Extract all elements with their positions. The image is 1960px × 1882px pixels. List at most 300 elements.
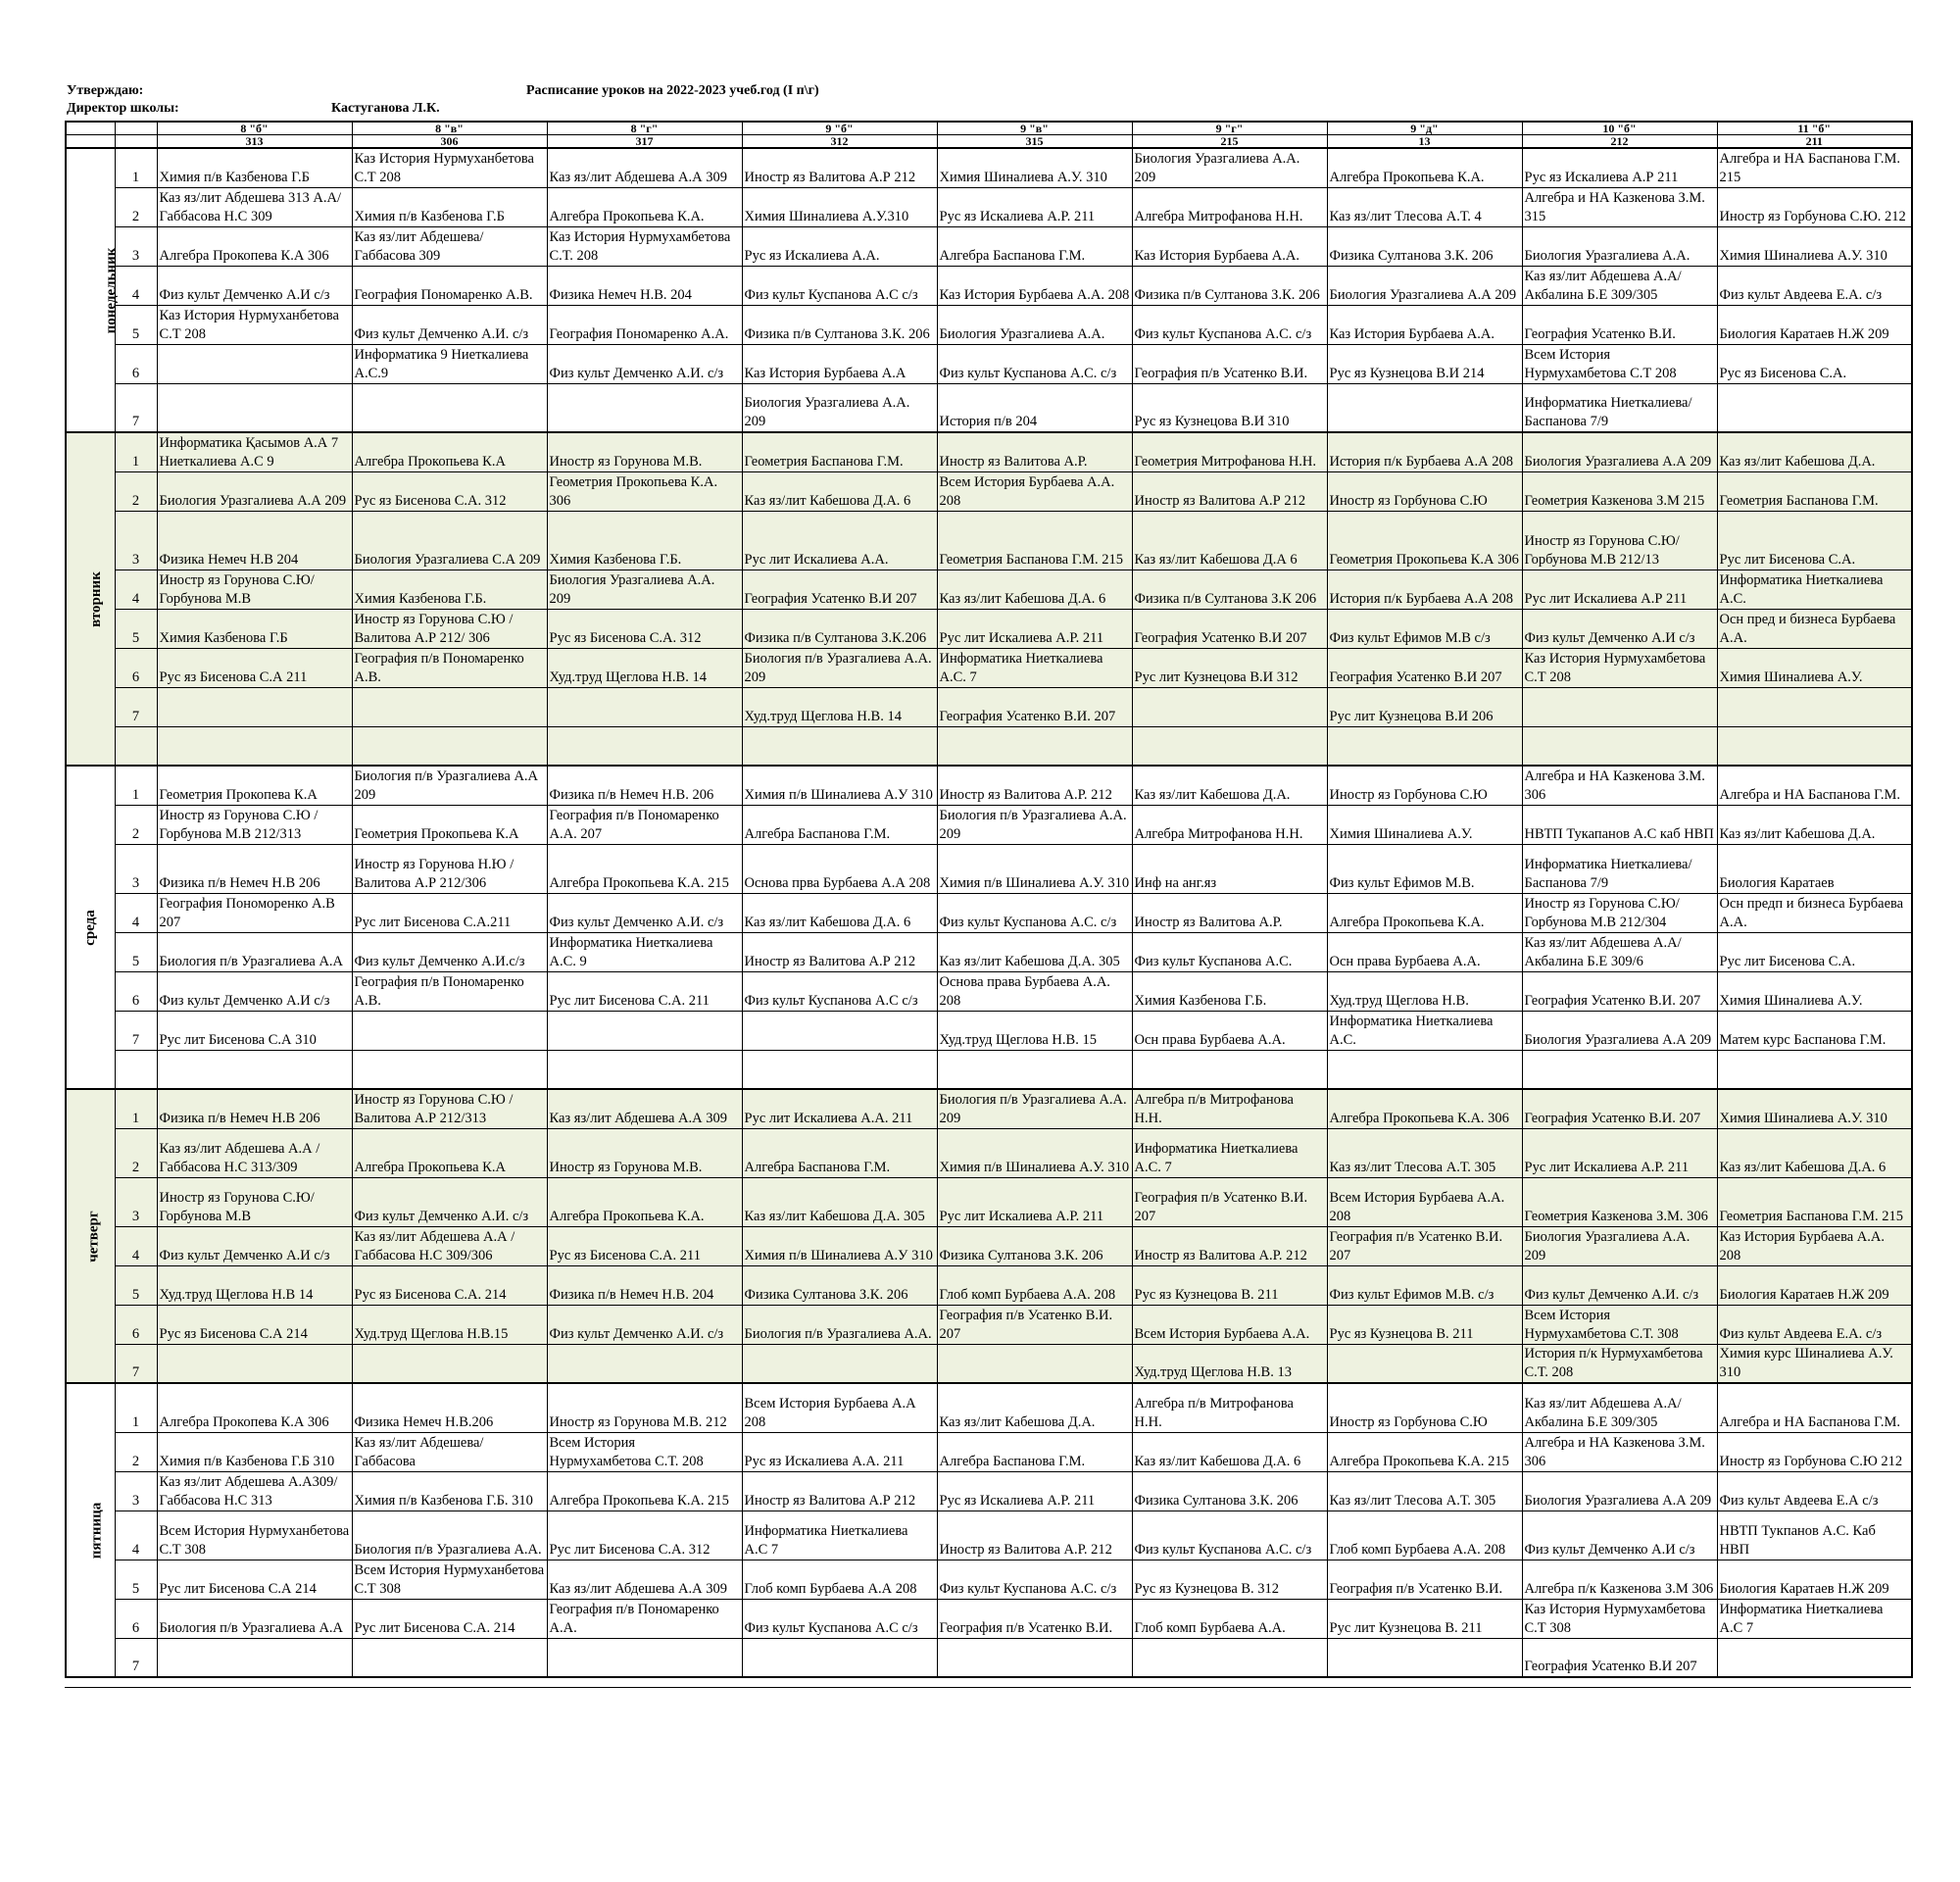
lesson-cell [157, 1638, 352, 1677]
lesson-cell: Геометрия Казкенова З.М 215 [1522, 471, 1717, 511]
day-name: вторник [87, 570, 104, 627]
lesson-number: 3 [115, 226, 157, 266]
lesson-row [66, 432, 1912, 471]
lesson-cell [547, 1011, 742, 1050]
lesson-cell [1522, 1050, 1717, 1089]
lesson-cell: Биология Уразгалиева А.А 209 [157, 471, 352, 511]
lesson-cell: Иностр яз Горунова М.В. [547, 432, 742, 471]
lesson-cell: Химия курс Шиналиева А.У. 310 [1717, 1344, 1912, 1383]
lesson-number: 5 [115, 609, 157, 648]
lesson-cell: Каз яз/лит Тлесова А.Т. 305 [1327, 1128, 1522, 1177]
lesson-cell: Иностр яз Горунова С.Ю /Валитова А.Р 212/313 [352, 1089, 547, 1128]
lesson-number: 2 [115, 187, 157, 226]
lesson-cell: Каз яз/лит Абдешева А.А /Габбасова Н.С 309/306 [352, 1226, 547, 1265]
lesson-cell: География Пономоренко А.В 207 [157, 893, 352, 932]
lesson-row [66, 1226, 1912, 1265]
lesson-cell: Геометрия Прокопева К.А [157, 766, 352, 805]
lesson-cell: Худ.труд Щеглова Н.В. 14 [742, 687, 937, 726]
lesson-row [66, 1383, 1912, 1432]
lesson-cell: Биология п/в Уразгалиева А.А. [352, 1511, 547, 1560]
lesson-cell: Каз яз/лит Абдешева А.А309/Габбасова Н.С 313 [157, 1471, 352, 1511]
lesson-cell: Алгебра Прокопьева К.А. 306 [1327, 1089, 1522, 1128]
lesson-number: 2 [115, 805, 157, 844]
lesson-cell: Алгебра и НА Баспанова Г.М. [1717, 1383, 1912, 1432]
lesson-cell [352, 383, 547, 432]
lesson-cell: Физика п/в Немеч Н.В. 204 [547, 1265, 742, 1305]
lesson-row [66, 187, 1912, 226]
lesson-cell: История п/к Нурмухамбетова С.Т. 208 [1522, 1344, 1717, 1383]
lesson-cell: География п/в Усатенко В.И. 207 [937, 1305, 1132, 1344]
lesson-cell: Физика п/в Немеч Н.В. 206 [547, 766, 742, 805]
lesson-cell: Химия Шиналиева А.У. 310 [1717, 226, 1912, 266]
lesson-cell: География п/в Усатенко В.И. [1327, 1560, 1522, 1599]
lesson-cell: Биология Каратаев Н.Ж 209 [1717, 305, 1912, 344]
lesson-cell [547, 1344, 742, 1383]
lesson-cell: Рус лит Бисенова С.А. 214 [352, 1599, 547, 1638]
lesson-cell [1717, 687, 1912, 726]
lesson-cell: Биология п/в Уразгалиева А.А 209 [352, 766, 547, 805]
lesson-cell: Иностр яз Горунова С.Ю/Горбунова М.В [157, 1177, 352, 1226]
lesson-cell: Алгебра Прокопева К.А 306 [157, 1383, 352, 1432]
lesson-cell: Алгебра Прокопьева К.А [352, 1128, 547, 1177]
lesson-cell: Иностр яз Валитова А.Р. 212 [937, 766, 1132, 805]
class-room: 215 [1132, 135, 1327, 149]
lesson-cell: Рус яз Бисенова С.А 214 [157, 1305, 352, 1344]
lesson-cell: География п/в Усатенко В.И. [937, 1599, 1132, 1638]
lesson-cell: Каз яз/лит Абдешева/Габбасова [352, 1432, 547, 1471]
day-label [66, 1383, 115, 1677]
lesson-cell: Рус яз Кузнецова В. 211 [1132, 1265, 1327, 1305]
lesson-cell: Физ культ Демченко А.И. с/з [547, 344, 742, 383]
lesson-cell: Алгебра и НА Казкенова З.М. 306 [1522, 1432, 1717, 1471]
lesson-cell: Химия п/в Шиналиева А.У. 310 [937, 844, 1132, 893]
lesson-cell [937, 1344, 1132, 1383]
lesson-cell: Физ культ Демченко А.И с/з [1522, 609, 1717, 648]
lesson-cell: Каз яз/лит Абдешева А.А/Акбалина Б.Е 309/6 [1522, 932, 1717, 971]
lesson-cell: Физ культ Демченко А.И. с/з [352, 305, 547, 344]
lesson-cell: Каз История Нурмуханбетова С.Т 208 [157, 305, 352, 344]
lesson-cell: Биология Уразгалиева А.А. 209 [742, 383, 937, 432]
lesson-cell: Физ культ Куспанова А.С. с/з [937, 344, 1132, 383]
lesson-row [66, 226, 1912, 266]
lesson-cell: География Усатенко В.И 207 [742, 570, 937, 609]
lesson-number: 3 [115, 511, 157, 570]
lesson-cell: Биология Уразгалиева А.А. [1522, 226, 1717, 266]
lesson-cell: Физика п/в Немеч Н.В 206 [157, 1089, 352, 1128]
header-spacer [66, 122, 115, 135]
lesson-cell [937, 1638, 1132, 1677]
lesson-cell: Биология Уразгалиева А.А. [937, 305, 1132, 344]
lesson-cell: Каз яз/лит Кабешова Д.А. [1717, 432, 1912, 471]
lesson-cell: Всем История Бурбаева А.А. 208 [1327, 1177, 1522, 1226]
class-room: 13 [1327, 135, 1522, 149]
lesson-cell: Глоб комп Бурбаева А.А. 208 [1327, 1511, 1522, 1560]
lesson-number: 6 [115, 1305, 157, 1344]
lesson-cell: Каз яз/лит Кабешова Д.А. 6 [937, 570, 1132, 609]
lesson-cell: Информатика Ниеткалиева А.С. [1327, 1011, 1522, 1050]
lesson-cell: Иностр яз Горунова М.В. 212 [547, 1383, 742, 1432]
lesson-cell: Биология Уразгалиева А.А 209 [1522, 432, 1717, 471]
lesson-cell: Алгебра Баспанова Г.М. [937, 1432, 1132, 1471]
lesson-cell: Рус лит Кузнецова В.И 312 [1132, 648, 1327, 687]
lesson-cell: Алгебра Прокопьева К.А. 215 [547, 844, 742, 893]
lesson-cell: Физ культ Авдеева Е.А с/з [1717, 1471, 1912, 1511]
lesson-cell: Рус яз Искалиева А.Р. 211 [937, 1471, 1132, 1511]
day-label [66, 766, 115, 1089]
lesson-cell: Рус лит Бисенова С.А. 312 [547, 1511, 742, 1560]
lesson-row [66, 148, 1912, 187]
lesson-row [66, 1050, 1912, 1089]
lesson-row [66, 511, 1912, 570]
lesson-cell: Всем История Нурмухамбетова С.Т 208 [1522, 344, 1717, 383]
lesson-cell: Алгебра Прокопьева К.А. 215 [547, 1471, 742, 1511]
lesson-cell: Иностр яз Валитова А.Р 212 [742, 148, 937, 187]
lesson-cell: Химия Казбенова Г.Б. [1132, 971, 1327, 1011]
lesson-cell [1522, 726, 1717, 766]
lesson-cell: Рус лит Искалиева А.Р. 211 [937, 609, 1132, 648]
lesson-row [66, 1305, 1912, 1344]
lesson-cell: География Пономаренко А.В. [352, 266, 547, 305]
lesson-cell: Алгебра Прокопьева К.А. [1327, 893, 1522, 932]
lesson-cell: География п/в Пономаренко А.А. 207 [547, 805, 742, 844]
lesson-cell: Иностр яз Валитова А.Р 212 [742, 932, 937, 971]
lesson-cell: Физ культ Авдеева Е.А. с/з [1717, 1305, 1912, 1344]
lesson-cell: Физ культ Демченко А.И. с/з [547, 1305, 742, 1344]
lesson-cell: Информатика Қасымов А.А 7 Ниеткалиева А.С 9 [157, 432, 352, 471]
lesson-cell: Худ.труд Щеглова Н.В. 13 [1132, 1344, 1327, 1383]
lesson-cell: Матем курс Баспанова Г.М. [1717, 1011, 1912, 1050]
lesson-cell: Биология Уразгалиева А.А. 209 [547, 570, 742, 609]
lesson-row [66, 1432, 1912, 1471]
lesson-row [66, 570, 1912, 609]
lesson-cell [937, 1050, 1132, 1089]
lesson-row [66, 844, 1912, 893]
lesson-cell: Алгебра Митрофанова Н.Н. [1132, 805, 1327, 844]
lesson-cell: Алгебра Баспанова Г.М. [742, 1128, 937, 1177]
lesson-cell: Физ культ Демченко А.И с/з [157, 1226, 352, 1265]
lesson-cell: Биология Уразгалиева С.А 209 [352, 511, 547, 570]
lesson-cell: Каз История Бурбаева А.А. 208 [1717, 1226, 1912, 1265]
lesson-cell [352, 1344, 547, 1383]
lesson-cell: Биология п/в Уразгалиева А.А. 209 [742, 648, 937, 687]
lesson-cell: Геометрия Баспанова Г.М. 215 [1717, 1177, 1912, 1226]
lesson-cell: Каз яз/лит Кабешова Д.А. 305 [937, 932, 1132, 971]
lesson-cell: Каз яз/лит Кабешова Д.А. 6 [1132, 1432, 1327, 1471]
lesson-row [66, 305, 1912, 344]
lesson-number: 6 [115, 971, 157, 1011]
lesson-number: 1 [115, 432, 157, 471]
lesson-cell: Информатика Ниеткалиева А.С. 7 [1132, 1128, 1327, 1177]
lesson-cell: Физ культ Куспанова А.С. с/з [937, 893, 1132, 932]
lesson-cell: Физика п/в Султанова З.К.206 [742, 609, 937, 648]
lesson-cell: Основа права Бурбаева А.А. 208 [937, 971, 1132, 1011]
lesson-cell: Каз яз/лит Кабешова Д.А. 305 [742, 1177, 937, 1226]
lesson-row [66, 932, 1912, 971]
lesson-cell [742, 726, 937, 766]
lesson-cell: Физ культ Авдеева Е.А. с/з [1717, 266, 1912, 305]
lesson-number: 7 [115, 1638, 157, 1677]
lesson-row [66, 1177, 1912, 1226]
lesson-cell: Алгебра и НА Баспанова Г.М. 215 [1717, 148, 1912, 187]
lesson-cell [352, 687, 547, 726]
lesson-cell: Геометрия Прокопьева К.А. 306 [547, 471, 742, 511]
lesson-cell: Биология Уразгалиева А.А. 209 [1522, 1226, 1717, 1265]
lesson-cell: Физ культ Демченко А.И с/з [157, 971, 352, 1011]
lesson-cell: Каз История Бурбаева А.А. [1327, 305, 1522, 344]
lesson-cell: Биология Уразгалиева А.А 209 [1522, 1471, 1717, 1511]
lesson-number: 2 [115, 1432, 157, 1471]
lesson-cell: Рус яз Бисенова С.А. 214 [352, 1265, 547, 1305]
lesson-cell: Химия Шиналиева А.У. [1717, 971, 1912, 1011]
lesson-cell: Химия Казбенова Г.Б [157, 609, 352, 648]
class-name: 9 "д" [1327, 122, 1522, 135]
lesson-cell: Физ культ Демченко А.И. с/з [547, 893, 742, 932]
lesson-cell: Биология Уразгалиева А.А 209 [1327, 266, 1522, 305]
lesson-cell [1132, 726, 1327, 766]
lesson-cell: Геометрия Баспанова Г.М. 215 [937, 511, 1132, 570]
lesson-cell: Иностр яз Горунова С.Ю/Горбунова М.В [157, 570, 352, 609]
lesson-cell: Физика п/в Султанова З.К. 206 [1132, 266, 1327, 305]
lesson-cell: НВТП Тукапанов А.С каб НВП [1522, 805, 1717, 844]
lesson-row [66, 1011, 1912, 1050]
lesson-cell: Иностр яз Горбунова С.Ю [1327, 471, 1522, 511]
lesson-cell: Иностр яз Горунова С.Ю /Валитова А.Р 212/ 306 [352, 609, 547, 648]
lesson-number: 6 [115, 1599, 157, 1638]
lesson-cell: Всем История Нурмуханбетова С.Т 308 [157, 1511, 352, 1560]
lesson-number: 5 [115, 1265, 157, 1305]
lesson-cell: Физ культ Демченко А.И с/з [157, 266, 352, 305]
lesson-cell: Биология Каратаев [1717, 844, 1912, 893]
lesson-cell: Иностр яз Горбунова С.Ю [1327, 1383, 1522, 1432]
lesson-cell: Физ культ Куспанова А.С. с/з [937, 1560, 1132, 1599]
day-name: среда [81, 909, 98, 946]
lesson-cell: Информатика Ниеткалиева А.С. 7 [937, 648, 1132, 687]
lesson-row [66, 1344, 1912, 1383]
class-name: 10 "б" [1522, 122, 1717, 135]
lesson-cell [157, 1050, 352, 1089]
lesson-row [66, 471, 1912, 511]
lesson-cell: География Усатенко В.И. [1522, 305, 1717, 344]
class-name: 8 "в" [352, 122, 547, 135]
lesson-cell: Рус лит Кузнецова В. 211 [1327, 1599, 1522, 1638]
lesson-number: 3 [115, 844, 157, 893]
lesson-cell: Худ.труд Щеглова Н.В. 14 [547, 648, 742, 687]
lesson-row [66, 805, 1912, 844]
day-label [66, 1089, 115, 1383]
lesson-cell: Худ.труд Щеглова Н.В.15 [352, 1305, 547, 1344]
lesson-cell: Алгебра п/в Митрофанова Н.Н. [1132, 1089, 1327, 1128]
lesson-cell: Биология п/в Уразгалиева А.А. 209 [937, 1089, 1132, 1128]
lesson-cell: История п/к Бурбаева А.А 208 [1327, 432, 1522, 471]
lesson-cell: Химия Шиналиева А.У. 310 [937, 148, 1132, 187]
lesson-cell: Геометрия Баспанова Г.М. [742, 432, 937, 471]
class-name: 11 "б" [1717, 122, 1912, 135]
lesson-cell: Химия Шиналиева А.У. [1717, 648, 1912, 687]
lesson-cell: Физика п/в Немеч Н.В 206 [157, 844, 352, 893]
lesson-number: 2 [115, 1128, 157, 1177]
lesson-row [66, 1599, 1912, 1638]
lesson-number: 4 [115, 266, 157, 305]
lesson-cell: Каз История Бурбаева А.А [742, 344, 937, 383]
lesson-cell: Каз яз/лит Тлесова А.Т. 305 [1327, 1471, 1522, 1511]
lesson-cell: Рус лит Бисенова С.А. [1717, 932, 1912, 971]
lesson-number: 5 [115, 932, 157, 971]
lesson-cell: Биология п/в Уразгалиева А.А [157, 1599, 352, 1638]
lesson-row [66, 1265, 1912, 1305]
lesson-cell: Информатика Ниеткалиева/Баспанова 7/9 [1522, 383, 1717, 432]
lesson-cell: Геометрия Прокопьева К.А 306 [1327, 511, 1522, 570]
lesson-cell: Каз яз/лит Абдешева А.А 309 [547, 1089, 742, 1128]
class-name: 9 "г" [1132, 122, 1327, 135]
lesson-cell: Химия Казбенова Г.Б. [547, 511, 742, 570]
header-spacer [66, 135, 115, 149]
lesson-cell: Алгебра Прокопьева К.А. [547, 1177, 742, 1226]
lesson-cell [742, 1344, 937, 1383]
lesson-cell: Геометрия Прокопьева К.А [352, 805, 547, 844]
lesson-cell: Всем История Нурмухамбетова С.Т. 208 [547, 1432, 742, 1471]
lesson-cell: Рус лит Бисенова С.А.211 [352, 893, 547, 932]
lesson-cell: Химия п/в Шиналиева А.У. 310 [937, 1128, 1132, 1177]
lesson-row [66, 1128, 1912, 1177]
class-name: 8 "б" [157, 122, 352, 135]
lesson-number: 5 [115, 1560, 157, 1599]
lesson-cell: Геометрия Казкенова З.М. 306 [1522, 1177, 1717, 1226]
class-room: 306 [352, 135, 547, 149]
lesson-number: 1 [115, 766, 157, 805]
lesson-cell [1522, 687, 1717, 726]
lesson-cell: Биология Уразгалиева А.А. 209 [1132, 148, 1327, 187]
lesson-cell: География Усатенко В.И. 207 [1522, 971, 1717, 1011]
lesson-cell: Алгебра Прокопьева К.А. [1327, 148, 1522, 187]
lesson-cell [157, 1344, 352, 1383]
lesson-cell: Каз История Нурмуханбетова С.Т 208 [352, 148, 547, 187]
lesson-cell: Биология Уразгалиева А.А 209 [1522, 1011, 1717, 1050]
lesson-cell: Иностр яз Горунова Н.Ю /Валитова А.Р 212/306 [352, 844, 547, 893]
lesson-cell: Глоб комп Бурбаева А.А. [1132, 1599, 1327, 1638]
lesson-cell: Физика Немеч Н.В 204 [157, 511, 352, 570]
lesson-cell: Инф на анг.яз [1132, 844, 1327, 893]
lesson-cell: Всем История Нурмуханбетова С.Т 308 [352, 1560, 547, 1599]
lesson-cell: Рус лит Бисенова С.А. [1717, 511, 1912, 570]
class-room: 313 [157, 135, 352, 149]
lesson-cell: Каз яз/лит Кабешова Д.А 6 [1132, 511, 1327, 570]
lesson-cell: Каз яз/лит Кабешова Д.А. 6 [1717, 1128, 1912, 1177]
lesson-cell: Рус яз Искалиева А.А. 211 [742, 1432, 937, 1471]
lesson-cell: Иностр яз Валитова А.Р. 212 [1132, 1226, 1327, 1265]
lesson-row [66, 344, 1912, 383]
lesson-cell: Алгебра и НА Казкенова З.М. 315 [1522, 187, 1717, 226]
footer-rule [65, 1687, 1911, 1688]
lesson-cell: Алгебра и НА Казкенова З.М. 306 [1522, 766, 1717, 805]
lesson-cell: Каз яз/лит Тлесова А.Т. 4 [1327, 187, 1522, 226]
lesson-cell: География Усатенко В.И. 207 [937, 687, 1132, 726]
lesson-cell: Каз яз/лит Кабешова Д.А. 6 [742, 893, 937, 932]
schedule-title: Расписание уроков на 2022-2023 учеб.год (I п\г) [526, 83, 819, 98]
lesson-row [66, 1638, 1912, 1677]
lesson-cell [1132, 1638, 1327, 1677]
lesson-cell [742, 1638, 937, 1677]
class-name: 9 "б" [742, 122, 937, 135]
lesson-cell: Химия п/в Казбенова Г.Б [157, 148, 352, 187]
lesson-cell: Рус лит Кузнецова В.И 206 [1327, 687, 1522, 726]
lesson-number: 4 [115, 893, 157, 932]
lesson-cell: Рус лит Бисенова С.А 310 [157, 1011, 352, 1050]
lesson-cell [547, 687, 742, 726]
lesson-cell: Химия п/в Казбенова Г.Б. 310 [352, 1471, 547, 1511]
day-name: пятница [88, 1502, 105, 1559]
lesson-cell: Каз яз/лит Абдешева А.А/Акбалина Б.Е 309/305 [1522, 266, 1717, 305]
lesson-cell: Физика Немеч Н.В.206 [352, 1383, 547, 1432]
lesson-cell [352, 1638, 547, 1677]
lesson-cell: НВТП Тукпанов А.С. Каб НВП [1717, 1511, 1912, 1560]
lesson-cell: Химия Шиналиева А.У.310 [742, 187, 937, 226]
lesson-cell: Рус яз Кузнецова В.И 214 [1327, 344, 1522, 383]
lesson-cell: Информатика 9 Ниеткалиева А.С.9 [352, 344, 547, 383]
lesson-cell: Биология п/в Уразгалиева А.А. [742, 1305, 937, 1344]
lesson-cell: Иностр яз Валитова А.Р. [1132, 893, 1327, 932]
lesson-cell: Основа прва Бурбаева А.А 208 [742, 844, 937, 893]
lesson-cell: Каз История Нурмухамбетова С.Т 308 [1522, 1599, 1717, 1638]
lesson-row [66, 383, 1912, 432]
lesson-cell: Иностр яз Горунова С.Ю/Горбунова М.В 212/304 [1522, 893, 1717, 932]
lesson-row [66, 687, 1912, 726]
lesson-cell: Каз яз/лит Абдешева А.А 309 [547, 148, 742, 187]
lesson-cell: Глоб комп Бурбаева А.А 208 [742, 1560, 937, 1599]
lesson-cell [547, 1050, 742, 1089]
lesson-cell [1327, 1638, 1522, 1677]
lesson-cell: Химия Шиналиева А.У. [1327, 805, 1522, 844]
lesson-cell: Физ культ Демченко А.И с/з [1522, 1511, 1717, 1560]
lesson-cell: Физ культ Куспанова А.С с/з [742, 1599, 937, 1638]
lesson-cell: Каз яз/лит Абдешева А.А/Акбалина Б.Е 309/305 [1522, 1383, 1717, 1432]
lesson-cell: Физ культ Куспанова А.С с/з [742, 971, 937, 1011]
lesson-cell: Каз История Нурмухамбетова С.Т 208 [1522, 648, 1717, 687]
lesson-cell: Рус яз Бисенова С.А. [1717, 344, 1912, 383]
lesson-number: 7 [115, 1344, 157, 1383]
lesson-row [66, 1511, 1912, 1560]
header-spacer [115, 122, 157, 135]
lesson-cell: Всем История Бурбаева А.А. [1132, 1305, 1327, 1344]
lesson-cell: Физ культ Демченко А.И. с/з [352, 1177, 547, 1226]
lesson-cell: Рус лит Бисенова С.А. 211 [547, 971, 742, 1011]
lesson-cell: Рус лит Искалиева А.А. [742, 511, 937, 570]
lesson-cell: Алгебра Баспанова Г.М. [937, 226, 1132, 266]
lesson-cell: Физика Султанова З.К. 206 [1327, 226, 1522, 266]
day-label [66, 432, 115, 766]
lesson-number: 2 [115, 471, 157, 511]
lesson-cell [547, 1638, 742, 1677]
lesson-cell: Химия Казбенова Г.Б. [352, 570, 547, 609]
lesson-cell: Рус яз Кузнецова В. 312 [1132, 1560, 1327, 1599]
lesson-number: 1 [115, 1089, 157, 1128]
lesson-cell: Алгебра п/к Казкенова З.М 306 [1522, 1560, 1717, 1599]
lesson-number: 7 [115, 1011, 157, 1050]
lesson-cell [1327, 1344, 1522, 1383]
day-name: понедельник [103, 247, 120, 333]
lesson-cell: Рус лит Искалиева А.Р. 211 [1522, 1128, 1717, 1177]
lesson-cell: География Усатенко В.И 207 [1522, 1638, 1717, 1677]
lesson-number: 5 [115, 305, 157, 344]
header-spacer [115, 135, 157, 149]
lesson-cell: Алгебра Прокопьева К.А. [547, 187, 742, 226]
class-room: 317 [547, 135, 742, 149]
lesson-cell [742, 1011, 937, 1050]
lesson-cell: География п/в Усатенко В.И. [1132, 344, 1327, 383]
lesson-cell: Физ культ Куспанова А.С. с/з [1132, 1511, 1327, 1560]
lesson-cell: Физ культ Ефимов М.В. с/з [1327, 1265, 1522, 1305]
lesson-cell: География п/в Пономаренко А.В. [352, 971, 547, 1011]
director-label: Директор школы: [67, 101, 179, 116]
